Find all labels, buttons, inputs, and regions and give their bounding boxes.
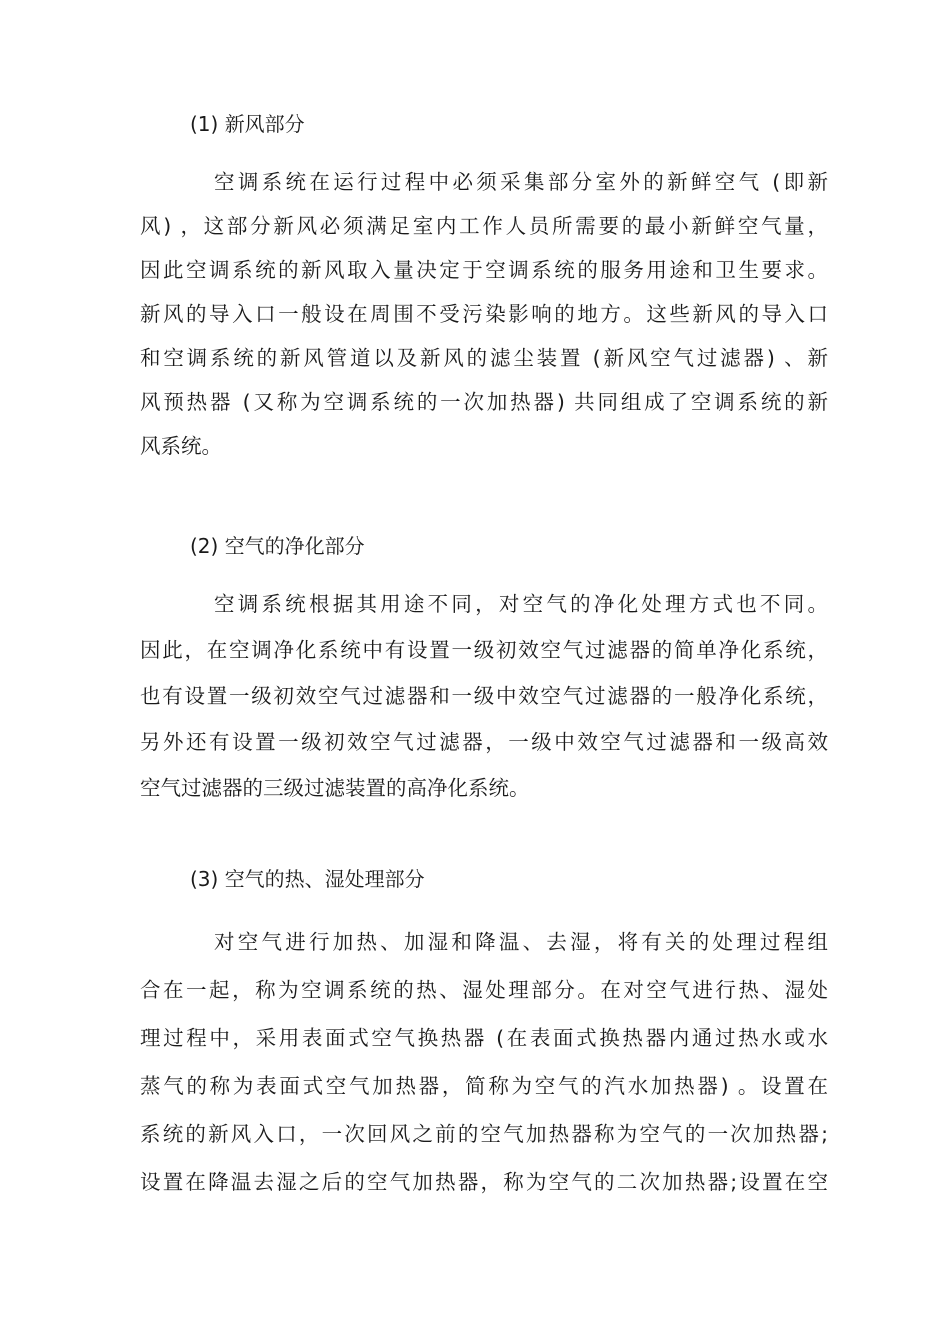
section-2-heading: (2) 空气的净化部分 — [190, 534, 365, 558]
section-2-line-2: 因此，在空调净化系统中有设置一级初效空气过滤器的简单净化系统， — [140, 638, 828, 662]
section-1-heading: (1) 新风部分 — [190, 112, 305, 136]
section-1-line-4: 新风的导入口一般设在周围不受污染影响的地方。这些新风的导入口 — [140, 302, 828, 326]
section-2-line-1: 空调系统根据其用途不同，对空气的净化处理方式也不同。 — [214, 592, 828, 616]
section-3-line-6: 设置在降温去湿之后的空气加热器，称为空气的二次加热器;设置在空 — [140, 1170, 828, 1194]
section-2-line-5: 空气过滤器的三级过滤装置的高净化系统。 — [140, 776, 530, 800]
section-3-line-1: 对空气进行加热、加湿和降温、去湿，将有关的处理过程组 — [214, 930, 828, 954]
section-1-line-2: 风) ，这部分新风必须满足室内工作人员所需要的最小新鲜空气量， — [140, 214, 828, 238]
section-3-line-4: 蒸气的称为表面式空气加热器，简称为空气的汽水加热器) 。设置在 — [140, 1074, 828, 1098]
section-2-line-4: 另外还有设置一级初效空气过滤器，一级中效空气过滤器和一级高效 — [140, 730, 828, 754]
section-3-line-2: 合在一起，称为空调系统的热、湿处理部分。在对空气进行热、湿处 — [140, 978, 828, 1002]
section-3-line-3: 理过程中，采用表面式空气换热器 (在表面式换热器内通过热水或水 — [140, 1026, 828, 1050]
section-1-line-3: 因此空调系统的新风取入量决定于空调系统的服务用途和卫生要求。 — [140, 258, 828, 282]
section-1-line-6: 风预热器 (又称为空调系统的一次加热器) 共同组成了空调系统的新 — [140, 390, 828, 414]
section-3-line-5: 系统的新风入口，一次回风之前的空气加热器称为空气的一次加热器; — [140, 1122, 828, 1146]
section-1-line-7: 风系统。 — [140, 434, 222, 458]
section-1-line-5: 和空调系统的新风管道以及新风的滤尘装置 (新风空气过滤器) 、新 — [140, 346, 828, 370]
section-3-heading: (3) 空气的热、湿处理部分 — [190, 867, 425, 891]
section-2-line-3: 也有设置一级初效空气过滤器和一级中效空气过滤器的一般净化系统， — [140, 684, 828, 708]
section-1-line-1: 空调系统在运行过程中必须采集部分室外的新鲜空气 (即新 — [214, 170, 828, 194]
